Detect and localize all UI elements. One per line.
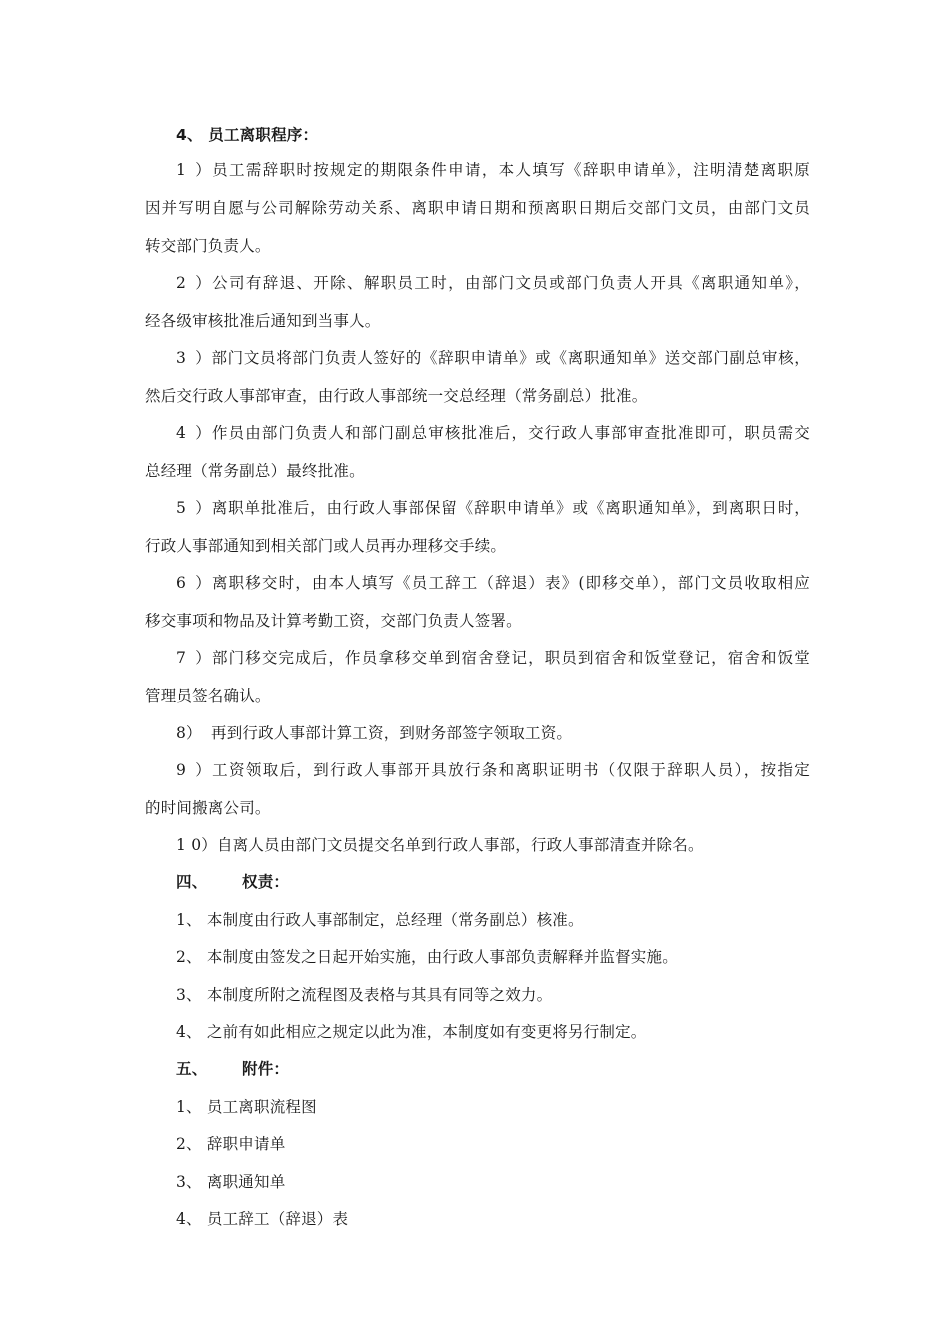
step-4-text: 作员由部门负责人和部门副总审核批准后，交行政人事部审查批准即可，职员需交 bbox=[211, 424, 810, 442]
step-7-number: 7） bbox=[176, 649, 211, 667]
step-5-line-2: 行政人事部通知到相关部门或人员再办理移交手续。 bbox=[145, 537, 507, 555]
responsibility-item: 4、 之前有如此相应之规定以此为准，本制度如有变更将另行制定。 bbox=[176, 1023, 647, 1041]
step-9-text: 工资领取后，到行政人事部开具放行条和离职证明书（仅限于辞职人员），按指定 bbox=[211, 761, 810, 779]
section-four-heading bbox=[176, 872, 810, 892]
step-9-line-1 bbox=[176, 760, 810, 780]
step-6-number: 6） bbox=[176, 574, 211, 592]
step-8-text: 再到行政人事部计算工资，到财务部签字领取工资。 bbox=[211, 724, 573, 742]
responsibility-item: 2、 本制度由签发之日起开始实施，由行政人事部负责解释并监督实施。 bbox=[176, 948, 678, 966]
step-9-number: 9） bbox=[176, 761, 211, 779]
step-2-text: 公司有辞退、开除、解职员工时，由部门文员或部门负责人开具《离职通知单》， bbox=[211, 274, 810, 292]
step-5-text: 离职单批准后，由行政人事部保留《辞职申请单》或《离职通知单》，到离职日时， bbox=[211, 499, 810, 517]
step-1-line-3: 转交部门负责人。 bbox=[145, 237, 271, 255]
section-five-number: 五、 bbox=[176, 1060, 208, 1078]
step-2-number: 2） bbox=[176, 274, 211, 292]
step-5-number: 5） bbox=[176, 499, 211, 517]
step-3-line-1 bbox=[176, 348, 810, 368]
step-3-line-2: 然后交行政人事部审查，由行政人事部统一交总经理（常务副总）批准。 bbox=[145, 387, 648, 405]
step-10-number: 1 0） bbox=[176, 836, 217, 854]
step-7-line-2: 管理员签名确认。 bbox=[145, 687, 271, 705]
step-8-line-1 bbox=[176, 723, 810, 743]
step-5-line-1 bbox=[176, 498, 810, 518]
step-2-line-2: 经各级审核批准后通知到当事人。 bbox=[145, 312, 381, 330]
step-6-text: 离职移交时，由本人填写《员工辞工（辞退）表》(即移交单），部门文员收取相应 bbox=[211, 574, 810, 592]
step-3-text: 部门文员将部门负责人签好的《辞职申请单》或《离职通知单》送交部门副总审核， bbox=[211, 349, 810, 367]
responsibility-item: 1、 本制度由行政人事部制定，总经理（常务副总）核准。 bbox=[176, 911, 584, 929]
step-10-line-1 bbox=[176, 835, 810, 855]
step-9-line-2: 的时间搬离公司。 bbox=[145, 799, 271, 817]
attachment-item: 4、 员工辞工（辞退）表 bbox=[176, 1210, 349, 1228]
section-five-title: 附件： bbox=[242, 1060, 290, 1078]
step-2-line-1 bbox=[176, 273, 810, 293]
responsibility-item: 3、 本制度所附之流程图及表格与其具有同等之效力。 bbox=[176, 986, 553, 1004]
section-four-number: 四、 bbox=[176, 873, 208, 891]
step-1-number: 1） bbox=[176, 161, 211, 179]
attachment-item: 1、 员工离职流程图 bbox=[176, 1098, 317, 1116]
step-1-line-2: 因并写明自愿与公司解除劳动关系、离职申请日期和预离职日期后交部门文员，由部门文员 bbox=[145, 199, 810, 217]
step-1-line-1 bbox=[176, 160, 810, 180]
step-6-line-1 bbox=[176, 573, 810, 593]
step-8-number: 8） bbox=[176, 724, 202, 742]
attachment-item: 3、 离职通知单 bbox=[176, 1173, 286, 1191]
step-6-line-2: 移交事项和物品及计算考勤工资，交部门负责人签署。 bbox=[145, 612, 522, 630]
step-7-line-1 bbox=[176, 648, 810, 668]
section-five-heading bbox=[176, 1059, 810, 1079]
step-7-text: 部门移交完成后，作员拿移交单到宿舍登记，职员到宿舍和饭堂登记，宿舍和饭堂 bbox=[211, 649, 810, 667]
step-4-line-2: 总经理（常务副总）最终批准。 bbox=[145, 462, 365, 480]
section-four-title: 权责： bbox=[242, 873, 290, 891]
step-3-number: 3） bbox=[176, 349, 211, 367]
attachment-item: 2、 辞职申请单 bbox=[176, 1135, 286, 1153]
step-4-line-1 bbox=[176, 423, 810, 443]
step-4-number: 4） bbox=[176, 424, 211, 442]
procedure-heading: 4、 员工离职程序： bbox=[176, 126, 319, 144]
step-10-text: 自离人员由部门文员提交名单到行政人事部，行政人事部清查并除名。 bbox=[216, 836, 704, 854]
step-1-text: 员工需辞职时按规定的期限条件申请，本人填写《辞职申请单》，注明清楚离职原 bbox=[211, 161, 810, 179]
